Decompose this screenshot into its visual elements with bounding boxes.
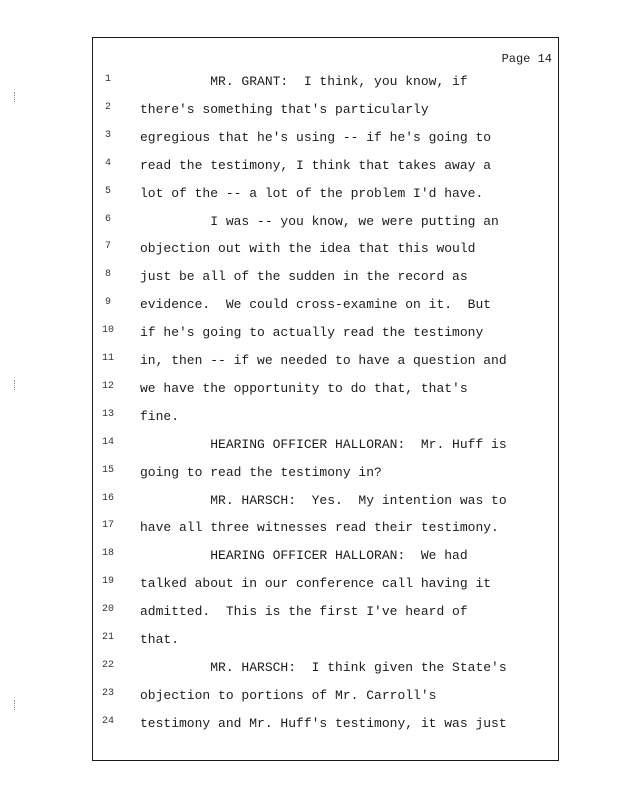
transcript-line [0, 241, 618, 261]
line-text: MR. HARSCH: Yes. My intention was to [140, 492, 507, 508]
line-text: that. [140, 632, 180, 647]
line-number: 8 [104, 269, 111, 281]
line-text: have all three witnesses read their testimony. [140, 520, 499, 536]
line-number: 23 [101, 687, 114, 699]
transcript-line [0, 520, 618, 540]
transcript-line [0, 353, 618, 373]
transcript-line [0, 576, 618, 596]
margin-mark [14, 700, 23, 710]
transcript-line [0, 381, 618, 401]
line-number: 9 [104, 297, 111, 309]
line-number: 18 [101, 548, 114, 560]
transcript-line [0, 437, 618, 457]
line-text: testimony and Mr. Huff's testimony, it was just [140, 715, 507, 731]
transcript-line [0, 186, 618, 206]
line-number: 15 [101, 464, 114, 476]
line-number: 1 [104, 74, 111, 85]
margin-mark [14, 380, 23, 390]
transcript-line [0, 465, 618, 485]
line-number: 13 [101, 408, 114, 420]
transcript-line [0, 548, 618, 568]
line-text: objection out with the idea that this would [140, 241, 476, 257]
transcript-line [0, 716, 618, 736]
line-text: HEARING OFFICER HALLORAN: Mr. Huff is [140, 436, 507, 452]
line-text: if he's going to actually read the testimony [140, 325, 484, 341]
line-number: 12 [101, 380, 114, 392]
line-number: 19 [101, 576, 114, 588]
transcript-line [0, 632, 618, 652]
line-number: 5 [104, 185, 111, 197]
line-text: egregious that he's using -- if he's going to [140, 129, 492, 145]
line-text: objection to portions of Mr. Carroll's [140, 687, 437, 703]
transcript-line [0, 409, 618, 429]
line-text: MR. HARSCH: I think given the State's [140, 659, 507, 675]
line-text: lot of the -- a lot of the problem I'd have. [140, 185, 484, 201]
transcript-line [0, 493, 618, 513]
transcript-line [0, 688, 618, 708]
line-number: 10 [101, 325, 114, 337]
line-text: going to read the testimony in? [140, 464, 382, 480]
transcript-line [0, 158, 618, 178]
line-number: 7 [104, 241, 111, 253]
transcript-line [0, 660, 618, 680]
line-text: we have the opportunity to do that, that's [140, 380, 468, 396]
transcript-line [0, 130, 618, 150]
line-number: 17 [101, 520, 114, 532]
line-text: I was -- you know, we were putting an [140, 213, 499, 229]
line-number: 2 [104, 101, 111, 113]
line-text: HEARING OFFICER HALLORAN: We had [140, 548, 468, 564]
line-number: 24 [101, 715, 114, 727]
line-text: evidence. We could cross-examine on it. But [140, 297, 492, 313]
margin-mark [14, 92, 23, 102]
transcript-line [0, 74, 618, 94]
transcript-line [0, 102, 618, 122]
transcript-line [0, 297, 618, 317]
line-number: 16 [101, 492, 114, 504]
transcript-line [0, 269, 618, 289]
line-number: 4 [104, 157, 111, 169]
line-text: in, then -- if we needed to have a question and [140, 353, 507, 368]
transcript-line [0, 604, 618, 624]
transcript-line [0, 325, 618, 345]
line-number: 22 [101, 659, 114, 671]
line-number: 11 [101, 353, 114, 364]
line-text: fine. [140, 408, 180, 424]
line-number: 21 [101, 632, 114, 643]
page-number: Page 14 [501, 52, 552, 66]
line-number: 6 [104, 213, 111, 225]
line-text: admitted. This is the first I've heard of [140, 604, 468, 620]
line-text: read the testimony, I think that takes away a [140, 157, 492, 173]
line-text: just be all of the sudden in the record as [140, 269, 468, 285]
line-number: 20 [101, 604, 114, 616]
line-text: talked about in our conference call having it [140, 576, 492, 592]
line-number: 14 [101, 436, 114, 448]
line-text: MR. GRANT: I think, you know, if [140, 74, 468, 89]
line-text: there's something that's particularly [140, 101, 429, 117]
line-number: 3 [104, 129, 111, 141]
transcript-line [0, 214, 618, 234]
